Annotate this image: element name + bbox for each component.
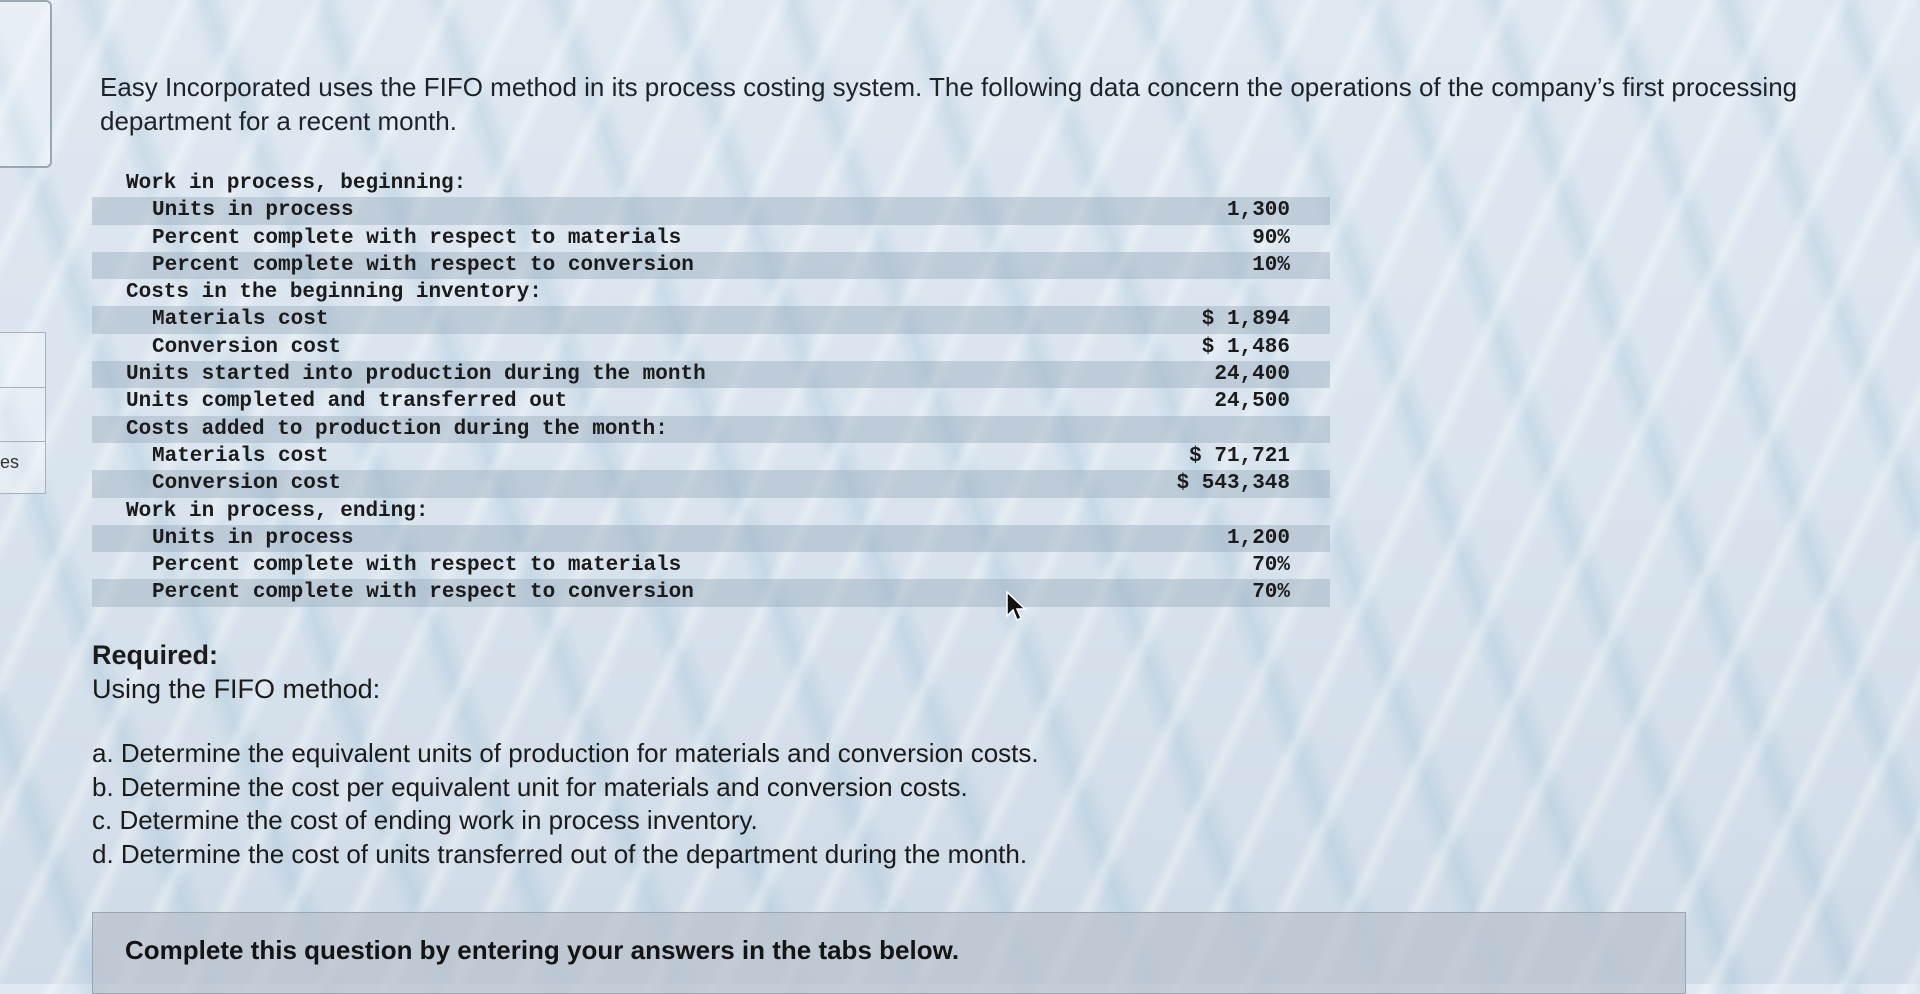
table-row: [92, 525, 1330, 552]
answer-instructions-box: [92, 912, 1686, 994]
task-list: [92, 737, 1039, 871]
required-section: [92, 638, 380, 706]
row-label: Conversion cost: [152, 472, 342, 496]
list-item: a. Determine the equivalent units of production for materials and conversion costs.: [92, 738, 1039, 768]
row-value: 24,400: [1214, 363, 1290, 387]
row-label: Work in process, beginning:: [126, 172, 467, 195]
row-label: Units in process: [152, 526, 354, 550]
table-row: [92, 579, 1330, 606]
table-row: [92, 252, 1330, 279]
row-label: Percent complete with respect to conversion: [152, 253, 694, 277]
row-label: Costs in the beginning inventory:: [126, 281, 542, 305]
row-value: 1,200: [1226, 526, 1290, 550]
row-label: Work in process, ending:: [126, 499, 429, 523]
row-value: 90%: [1252, 226, 1290, 250]
row-label: Percent complete with respect to conversion: [152, 581, 694, 605]
row-value: 1,300: [1226, 199, 1290, 223]
row-value: 70%: [1252, 554, 1290, 578]
row-value: 70%: [1252, 581, 1290, 605]
list-item: d. Determine the cost of units transferred out of the department during the month.: [92, 838, 1028, 869]
row-value: $ 543,348: [1176, 472, 1290, 496]
row-value: $ 1,894: [1201, 308, 1290, 332]
row-label: Percent complete with respect to materials: [152, 554, 682, 578]
list-item: b. Determine the cost per equivalent unit for materials and conversion costs.: [92, 771, 968, 802]
table-row: [92, 279, 1330, 306]
table-row: [92, 170, 1330, 197]
data-table: [92, 170, 1330, 607]
row-value: $ 1,486: [1201, 335, 1290, 359]
row-label: Units started into production during the month: [126, 363, 706, 387]
row-label: Percent complete with respect to materials: [152, 226, 682, 250]
mouse-pointer-icon: [1005, 590, 1027, 622]
table-row: [92, 416, 1330, 443]
row-label: Materials cost: [152, 308, 329, 332]
table-row: [92, 470, 1330, 497]
table-row: [92, 498, 1330, 525]
table-row: [92, 225, 1330, 252]
table-row: [92, 388, 1330, 415]
table-row: [92, 361, 1330, 388]
row-label: Units in process: [152, 199, 354, 223]
row-label: Conversion cost: [152, 335, 342, 359]
row-value: 24,500: [1214, 390, 1290, 414]
row-label: Units completed and transferred out: [126, 390, 568, 414]
required-subtitle: Using the FIFO method:: [92, 674, 381, 704]
table-row: [92, 197, 1330, 224]
problem-intro: Easy Incorporated uses the FIFO method in its process costing system. The following data concern the operations of the company’s first processing department for a recent month.: [100, 72, 1798, 136]
row-value: $ 71,721: [1189, 444, 1290, 468]
table-row: [92, 552, 1330, 579]
table-row: [92, 334, 1330, 361]
table-row: [92, 443, 1330, 470]
sidebar-panel: [0, 0, 52, 168]
table-row: [92, 306, 1330, 333]
sidebar-label: es: [0, 452, 20, 472]
row-value: 10%: [1252, 253, 1290, 277]
row-label: Materials cost: [152, 444, 329, 468]
required-title: Required:: [92, 640, 219, 670]
list-item: c. Determine the cost of ending work in process inventory.: [92, 805, 758, 835]
row-label: Costs added to production during the month:: [126, 417, 668, 441]
answer-instruction: Complete this question by entering your answers in the tabs below.: [125, 935, 960, 965]
